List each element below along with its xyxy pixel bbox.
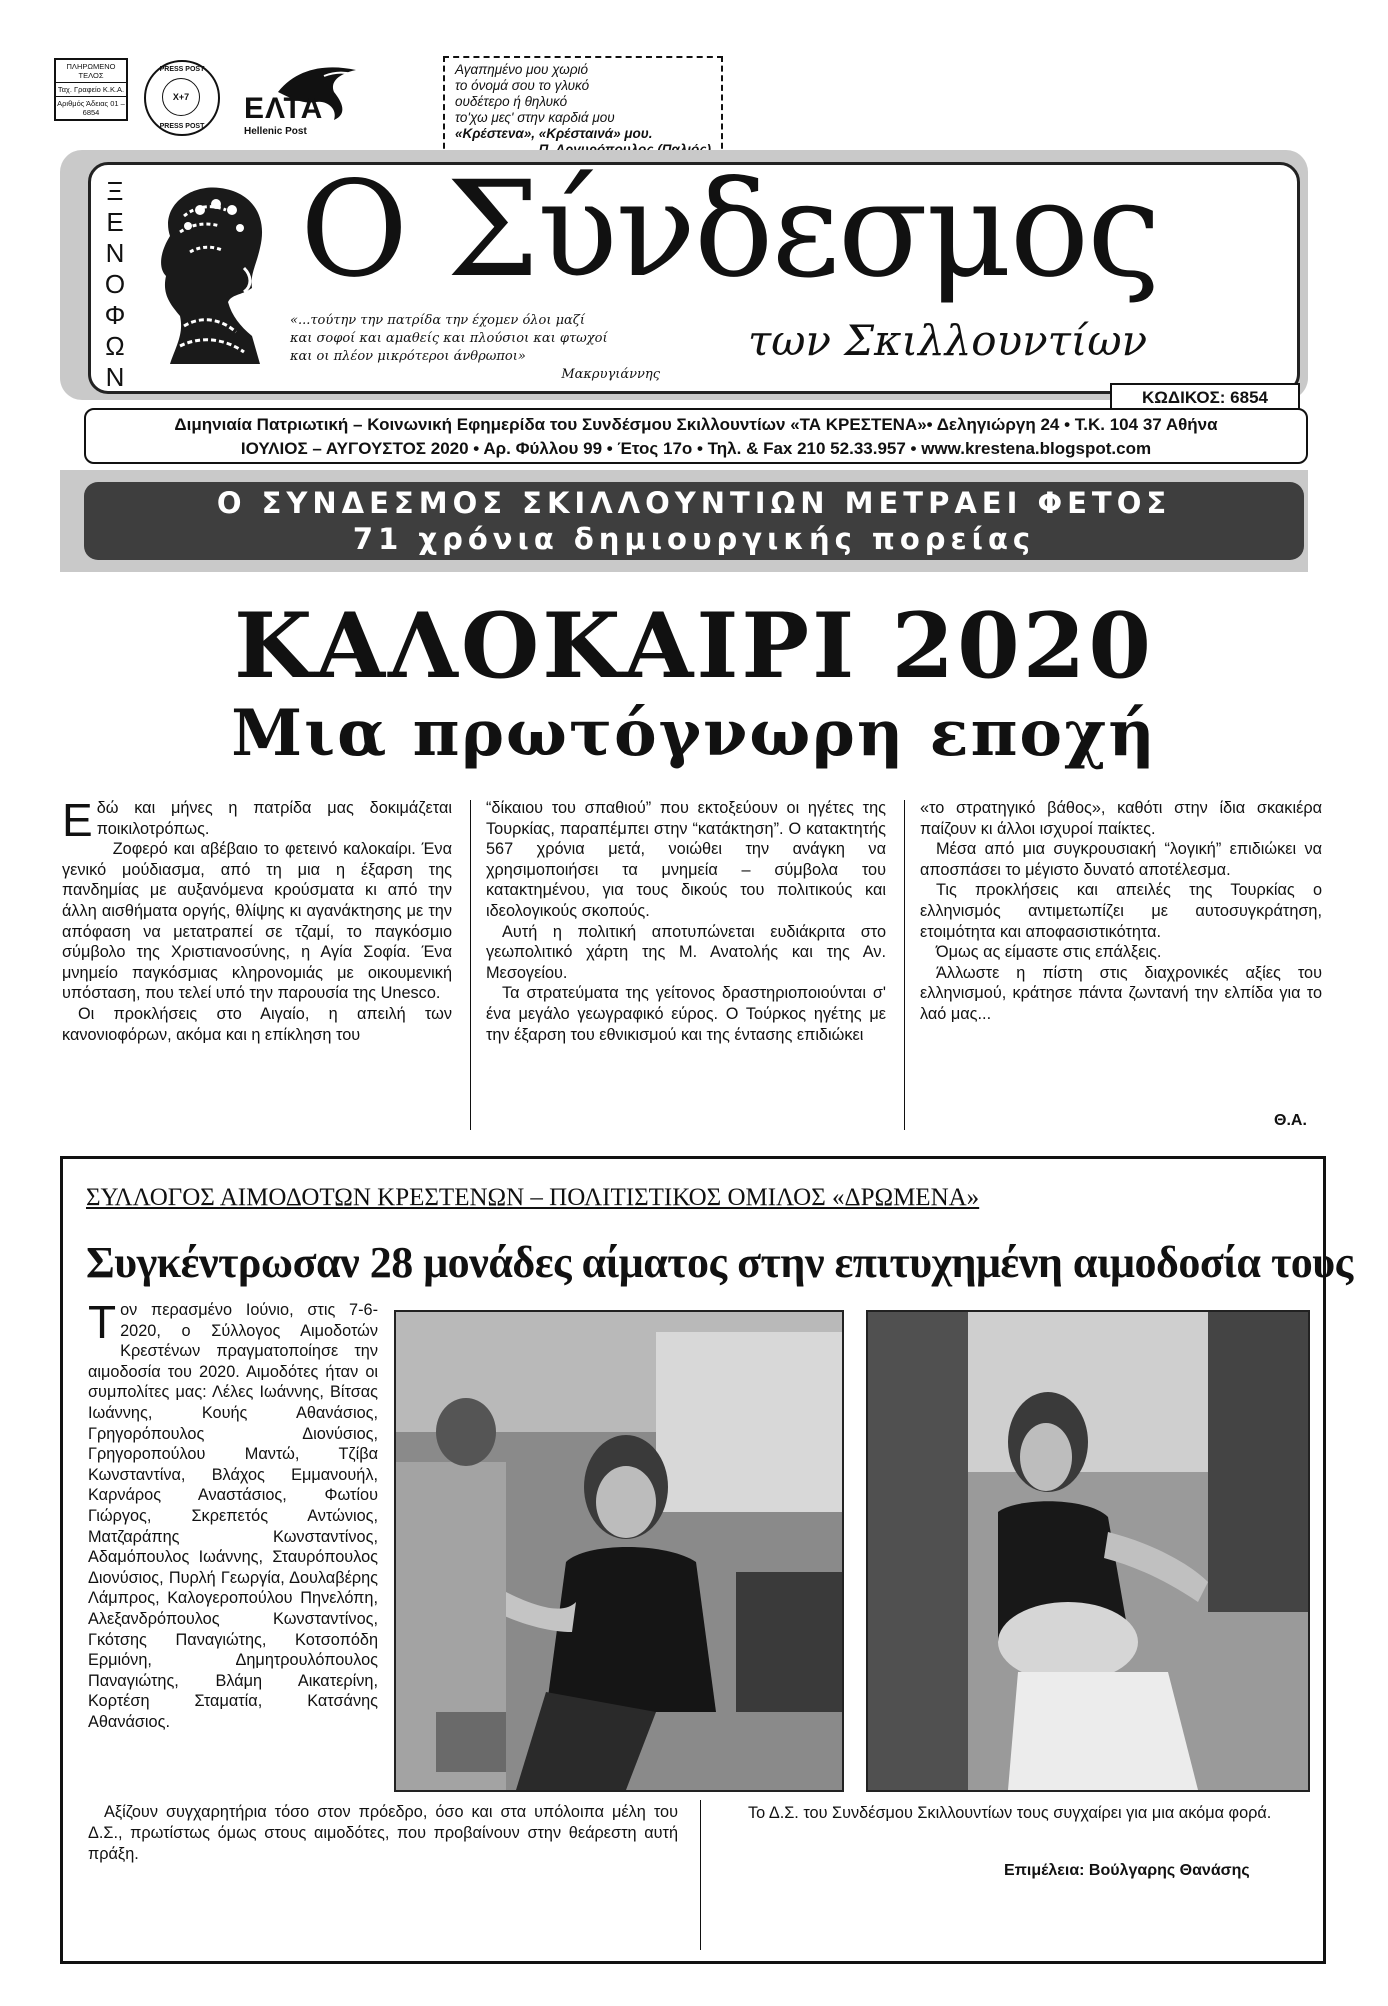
lead-paragraph: Αυτή η πολιτική αποτυπώνεται ευδιάκριτα στο γεωπολιτικό χάρτη της Μ. Ανατολής και της Αν. Μεσογείου. [486,922,886,982]
quote-line: «...τούτην την πατρίδα την έχομεν όλοι μαζί [290,313,585,328]
side-letter: Ν [105,238,125,268]
blood-paragraph: Τον περασμένο Ιούνιο, στις 7-6-2020, ο Σύλλογος Αιμοδοτών Κρεστένων πραγματοποίησε την αιμοδοσία του 2020. Αιμοδότες ήταν οι συμπολίτες μας: Λέλες Ιωάννης, Βίτσας Ιωάννης, Κουής Αθανάσιος, Γρηγορόπουλος Διονύσιος, Γρηγοροπούλου Μαντώ, Τζίβα Κωνσταντίνα, Βλάχος Εμμανουήλ, Καρνάρος Αναστάσιος, Φωτίου Γιώργος, Σκρεπετός Αντώνιος, Ματζαράπης Κωνσταντίνος, Αδαμόπουλος Ιωάννης, Σταυρόπουλος Διονύσιος, Πυρλή Γεωργία, Δουλαβέρης Λάμπρος, Καλογεροπούλου Πηνελόπη, Αλεξανδρόπουλος Κωνσταντίνος, Γκότσης Παναγιώτης, Κοτσοπόδη Ερμιόνη, Δημητρουλόπουλος Παναγιώτης, Βλάμη Αικατερίνη, Κορτέση Σταματία, Κατσάνης Αθανάσιος. [88,1296,378,1731]
poem-line: το όνομά σου το γλυκό [455,78,590,93]
photo-donor-1 [394,1310,844,1792]
poem-line: Αγαπημένο μου χωριό [455,62,589,77]
poem-bold-line: «Κρέστενα», «Κρέσταινά» μου. [455,126,653,141]
lead-signature: Θ.Α. [1274,1112,1307,1129]
paid-line: Αριθμός Άδειας 01 – 6854 [57,99,125,117]
paid-postage-stamp [54,58,128,121]
makrygiannis-quote [290,312,680,384]
blood-thanks: Αξίζουν συγχαρητήρια τόσο στον πρόεδρο, όσο και στα υπόλοιπα μέλη του Δ.Σ., πρωτίστως όμως στους αιμοδότες, που προβαίνουν στην θεάρεστη αυτή πράξη. [88,1803,678,1863]
poem-line: ουδέτερο ή θηλυκό [455,94,568,109]
side-letter: Ε [106,207,124,237]
side-letter: Φ [104,300,126,330]
poem-line: το'χω μες' στην καρδιά μου [455,110,615,125]
lead-paragraph: Άλλωστε η πίστη στις διαχρονικές αξίες του ελληνισμού, κράτησε πάντα ζωντανή την ελπίδα για το λαό μας... [920,963,1322,1023]
lead-paragraph: Οι προκλήσεις στο Αιγαίο, η απειλή των κανονιοφόρων, ακόμα και η επίκληση του [62,1004,452,1044]
lead-paragraph: Εδώ και μήνες η πατρίδα μας δοκιμάζεται ποικιλοτρόπως. [62,794,452,846]
blood-body-column [88,1296,378,1732]
photo-caption: Το Δ.Σ. του Συνδέσμου Σκιλλουντίων τους συγχαίρει για μια ακόμα φορά. [748,1804,1272,1822]
side-letter: Ω [105,331,125,361]
column-divider [700,1800,701,1950]
paid-line: ΠΛΗΡΩΜΕΝΟ ΤΕΛΟΣ [56,60,126,83]
blood-headline: Συγκέντρωσαν 28 μονάδες αίματος στην επιτυχημένη αιμοδοσία τους [86,1238,1353,1287]
elta-name: ΕΛΤΑ [244,92,324,125]
blood-kicker: ΣΥΛΛΟΓΟΣ ΑΙΜΟΔΟΤΩΝ ΚΡΕΣΤΕΝΩΝ – ΠΟΛΙΤΙΣΤΙΚΟΣ ΟΜΙΛΟΣ «ΔΡΩΜΕΝΑ» [86,1184,980,1211]
editor-credit: Επιμέλεια: Βούλγαρης Θανάσης [1004,1862,1250,1879]
photo-donor-2 [866,1310,1310,1792]
quote-line: και οι πλέον μικρότεροι άνθρωποι» [290,349,526,364]
masthead-title: Ο Σύνδεσμος [300,153,1160,307]
banner-line: Ο ΣΥΝΔΕΣΜΟΣ ΣΚΙΛΛΟΥΝΤΙΩΝ ΜΕΤΡΑΕΙ ΦΕΤΟΣ [216,486,1172,520]
column-divider [470,800,471,1130]
publication-info-band [84,408,1308,464]
lead-column-3 [920,798,1322,1025]
press-post-stamp-icon [144,60,220,136]
dropcap: Τ [88,1296,117,1348]
lead-paragraph: “δίκαιου του σπαθιού” που εκτοξεύουν οι ηγέτες της Τουρκίας, παραπέμπει στην “κατάκτηση”. Ο κατακτητής 567 χρόνια μετά, νοιώθει την ανάγκη να χρησιμοποιήσει τα μνημεία – σύμβολα του κατακτημένου, για τους δικούς του πολιτικούς και ιδεολογικούς σκοπούς. [486,799,886,920]
lead-headline: ΚΑΛΟΚΑΙΡΙ 2020 [233,593,1155,699]
quote-author: Μακρυγιάννης [561,367,660,382]
dropcap: Ε [62,794,93,846]
masthead-subtitle: των Σκιλλουντίων [748,316,1148,365]
press-ring-bottom: PRESS POST [159,123,205,130]
side-letter: Ξ [106,176,124,206]
lead-paragraph: Τις προκλήσεις και απειλές της Τουρκίας ο ελληνισμός αντιμετωπίζει με αυτοσυγκράτηση, ετοιμότητα και αποφασιστικότητα. [920,881,1322,941]
lead-paragraph: Τα στρατεύματα της γείτονος δραστηριοποιούνται σ' ένα μεγάλο γεωγραφικό εύρος. Ο Τούρκος ηγέτης με την έξαρση του εθνικισμού και της έντασης επιδιώκει [486,984,886,1044]
lead-paragraph: Ζοφερό και αβέβαιο το φετεινό καλοκαίρι. Ένα γενικό μούδιασμα, από τη μια η έξαρση της πανδημίας με αυξανόμενα κρούσματα κι από την άλλη αισθήματα οργής, θλίψης κι αγανάκτησης με την απόφαση να μετατραπεί σε τζαμί, το παγκόσμιο σύμβολο της Χριστιανοσύνης, η Αγία Σοφία. Ένα μνημείο παγκόσμιας κληρονομιάς με οικουμενική υπόσταση, που τελεί υπό την παρουσία της Unesco. [62,840,452,1003]
lead-column-2 [486,798,886,1045]
press-center: Χ+7 [162,78,200,116]
lead-paragraph: Όμως ας είμαστε στις επάλξεις. [936,943,1162,962]
lead-paragraph: Μέσα από μια συγκρουσιακή “λογική” επιδιώκει να αποσπάσει το μέγιστο δυνατό αποτέλεσμα. [920,840,1322,879]
anniversary-banner [84,482,1304,560]
lead-subheadline: Μια πρωτόγνωρη εποχή [231,696,1157,771]
elta-sub: Hellenic Post [244,126,307,137]
side-letter: Ν [105,362,125,392]
quote-line: και σοφοί και αμαθείς και πλούσιοι και φτωχοί [290,331,608,346]
photo-donor-2-image [868,1312,1308,1790]
press-ring-top: PRESS POST [159,66,205,73]
column-divider [904,800,905,1130]
newspaper-code: ΚΩΔΙΚΟΣ: 6854 [1110,383,1300,413]
paid-line: Ταχ. Γραφείο Κ.Κ.Α. [56,83,126,97]
info-line: Διμηνιαία Πατριωτική – Κοινωνική Εφημερίδα του Συνδέσμου Σκιλλουντίων «ΤΑ ΚΡΕΣΤΕΝΑ»• Δεληγιώργη 24 • Τ.Κ. 104 37 Αθήνα [174,415,1218,434]
photo-donor-1-image [396,1312,842,1790]
lead-paragraph: «το στρατηγικό βάθος», καθότι στην ίδια σκακιέρα παίζουν κι άλλοι ισχυροί παίκτες. [920,799,1322,838]
side-name-vertical [100,176,130,393]
lead-column-1 [62,794,452,1045]
elta-logo [238,62,368,137]
ancient-head-portrait-icon [140,176,280,366]
side-letter: Ο [104,269,126,299]
banner-line: 71 χρόνια δημιουργικής πορείας [352,522,1036,556]
info-line: ΙΟΥΛΙΟΣ – ΑΥΓΟΥΣΤΟΣ 2020 • Αρ. Φύλλου 99 • Έτος 17ο • Τηλ. & Fax 210 52.33.957 • www.krestena.blogspot.com [240,439,1152,458]
